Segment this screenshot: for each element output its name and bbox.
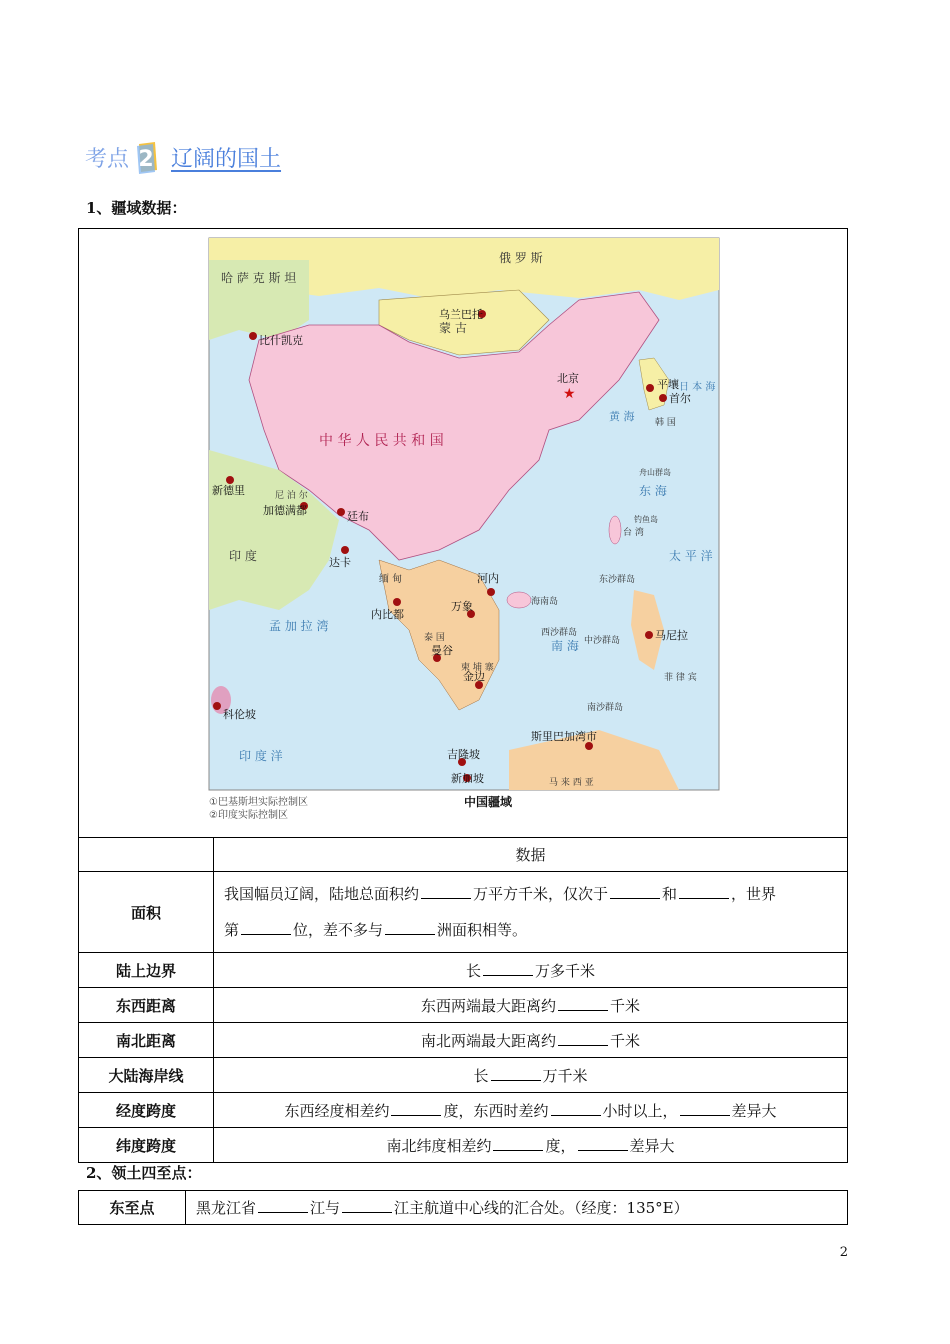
kaodian-number-badge <box>135 140 161 174</box>
row-longitude-label: 经度跨度 <box>79 1093 214 1128</box>
kaodian-title: 辽阔的国土 <box>171 146 282 172</box>
city-kuala-lumpur: 吉隆坡 <box>447 748 480 761</box>
label-taiwan: 台 湾 <box>623 528 644 538</box>
row-latitude-value: 南北纬度相差约 度， 差异大 <box>214 1128 848 1163</box>
label-indian-ocean: 印 度 洋 <box>239 749 283 763</box>
legend-india: ②印度实际控制区 <box>209 810 288 821</box>
table-corner <box>79 838 214 872</box>
city-bishkek: 比什凯克 <box>259 334 303 347</box>
label-nepal: 尼 泊 尔 <box>275 491 308 501</box>
row-ew-distance-label: 东西距离 <box>79 988 214 1023</box>
row-area-value: 我国幅员辽阔，陆地总面积约 万平方千米，仅次于 和 ，世界 第 位，差不多与 洲面积相等。 <box>214 872 848 953</box>
city-manila: 马尼拉 <box>655 629 688 642</box>
label-zhoushan: 舟山群岛 <box>639 468 671 477</box>
city-pyongyang: 平壤 <box>657 378 679 391</box>
svg-text:★: ★ <box>563 386 576 402</box>
city-singapore: 新加坡 <box>451 772 484 785</box>
label-india: 印 度 <box>229 549 257 563</box>
map-caption: 中国疆域 <box>464 795 513 809</box>
label-dongsha: 东沙群岛 <box>599 575 636 585</box>
legend-pakistan: ①巴基斯坦实际控制区 <box>209 797 308 808</box>
city-phnom-penh: 金边 <box>463 670 485 683</box>
label-korea: 韩 国 <box>655 418 676 428</box>
territory-data-table <box>78 228 848 1163</box>
section-2-title: 2、领土四至点： <box>86 1164 202 1182</box>
label-cambodia: 柬 埔 寨 <box>461 663 494 673</box>
kaodian-heading <box>85 140 281 174</box>
kaodian-number: 2 <box>138 147 154 172</box>
label-myanmar: 缅 甸 <box>379 574 403 585</box>
row-longitude-value: 东西经度相差约 度，东西时差约 小时以上， 差异大 <box>214 1093 848 1128</box>
row-coastline-label: 大陆海岸线 <box>79 1058 214 1093</box>
row-east-label: 东至点 <box>79 1191 186 1225</box>
label-east-china-sea: 东 海 <box>639 484 667 498</box>
city-new-delhi: 新德里 <box>212 484 245 497</box>
row-latitude-label: 纬度跨度 <box>79 1128 214 1163</box>
label-russia: 俄 罗 斯 <box>499 251 543 265</box>
label-nansha: 南沙群岛 <box>587 703 624 713</box>
row-ns-distance-label: 南北距离 <box>79 1023 214 1058</box>
city-bangkok: 曼谷 <box>431 644 453 657</box>
china-territory-map <box>79 230 847 836</box>
label-diaoyu: 钓鱼岛 <box>634 515 658 524</box>
row-land-border-label: 陆上边界 <box>79 953 214 988</box>
row-ns-distance-value: 南北两端最大距离约 千米 <box>214 1023 848 1058</box>
label-thailand: 泰 国 <box>424 633 445 643</box>
label-pacific: 太 平 洋 <box>669 549 713 563</box>
city-dhaka: 达卡 <box>329 556 351 569</box>
label-malaysia: 马 来 西 亚 <box>549 778 594 788</box>
city-beijing: 北京 <box>557 372 579 385</box>
city-seoul: 首尔 <box>669 392 691 405</box>
extreme-points-table <box>78 1190 848 1225</box>
label-sea-of-japan: 日 本 海 <box>679 382 716 393</box>
label-china: 中 华 人 民 共 和 国 <box>319 433 444 449</box>
row-land-border-value: 长 万多千米 <box>214 953 848 988</box>
city-vientiane: 万象 <box>451 600 473 613</box>
row-ew-distance-value: 东西两端最大距离约 千米 <box>214 988 848 1023</box>
label-hainan: 海南岛 <box>531 597 559 607</box>
label-xisha: 西沙群岛 <box>541 628 578 638</box>
city-thimphu: 廷布 <box>347 510 369 523</box>
label-yellow-sea: 黄 海 <box>609 410 635 423</box>
kaodian-label: 考点 <box>85 146 130 172</box>
col-header-data: 数据 <box>214 838 848 872</box>
row-east-value: 黑龙江省 江与 江主航道中心线的汇合处。（经度：135°E） <box>186 1191 848 1225</box>
map-cell <box>79 229 848 838</box>
row-coastline-value: 长 万千米 <box>214 1058 848 1093</box>
label-zhongsha: 中沙群岛 <box>584 636 621 646</box>
city-hanoi: 河内 <box>477 572 499 585</box>
row-area-label: 面积 <box>79 872 214 953</box>
label-kazakhstan: 哈 萨 克 斯 坦 <box>221 271 297 285</box>
label-philippines: 菲 律 宾 <box>664 673 697 683</box>
city-ulaanbaatar: 乌兰巴托 <box>439 308 483 321</box>
label-bay-of-bengal: 孟 加 拉 湾 <box>269 619 329 633</box>
city-bandar-seri-begawan: 斯里巴加湾市 <box>531 730 597 743</box>
label-south-china-sea: 南 海 <box>551 639 579 653</box>
label-mongolia: 蒙 古 <box>439 321 467 335</box>
section-1-title: 1、疆域数据： <box>86 199 187 217</box>
page-number: 2 <box>839 1245 848 1260</box>
city-colombo: 科伦坡 <box>223 708 256 721</box>
city-kathmandu: 加德满都 <box>263 504 307 517</box>
city-naypyidaw: 内比都 <box>371 608 404 621</box>
